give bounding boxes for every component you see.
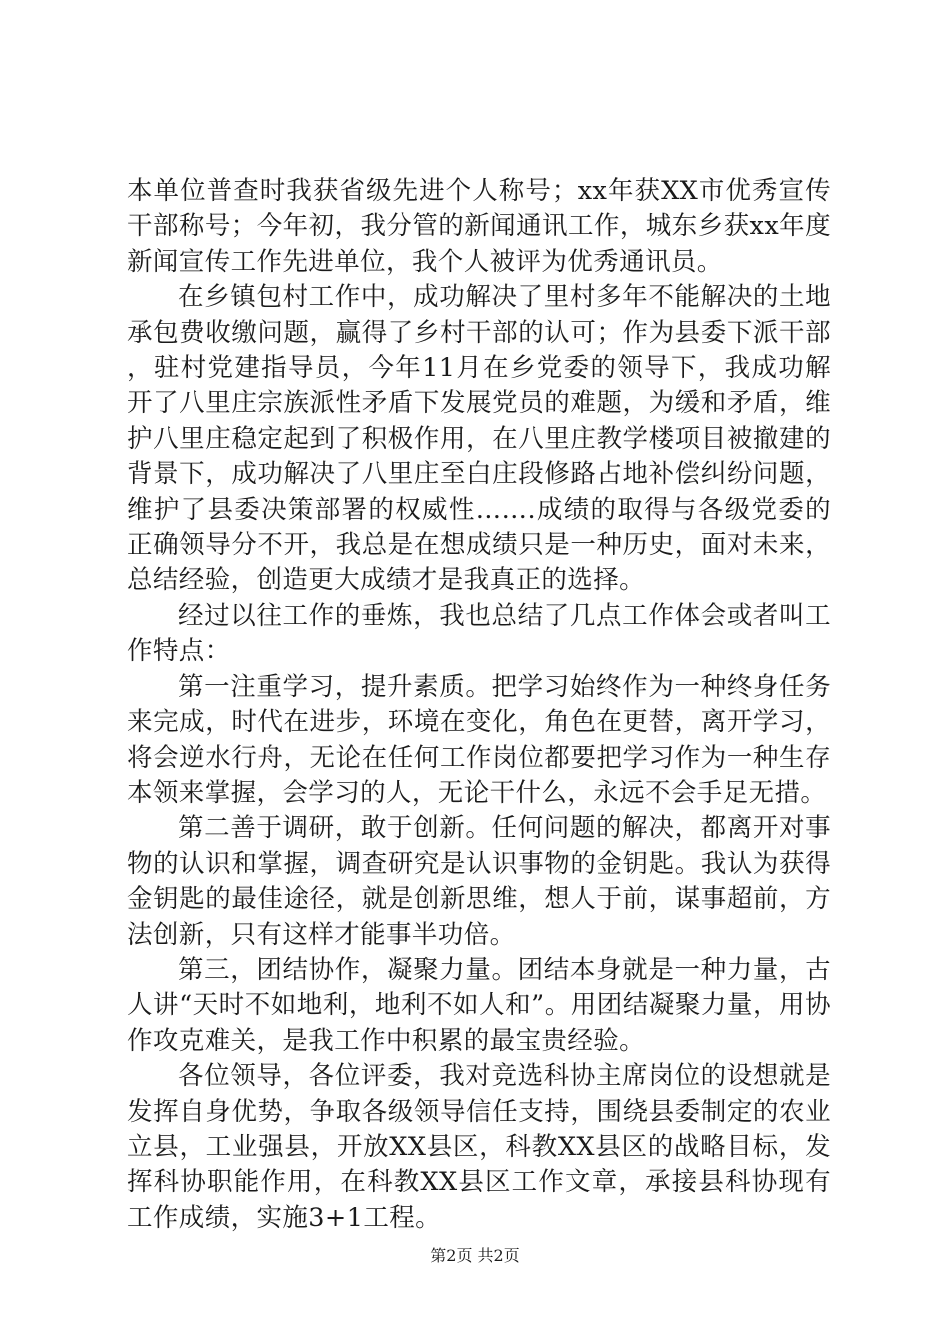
paragraph-point-one: 第一注重学习，提升素质。把学习始终作为一种终身任务来完成，时代在进步，环境在变化，角色在更替，离开学习，将会逆水行舟，无论在任何工作岗位都要把学习作为一种生存本领来掌握，会学习的人，无论干什么，永远不会手足无措。 <box>127 671 831 808</box>
paragraph-village-work: 在乡镇包村工作中，成功解决了里村多年不能解决的土地承包费收缴问题，赢得了乡村干部的认可；作为县委下派干部，驻村党建指导员，今年11月在乡党委的领导下，我成功解开了八里庄宗族派性矛盾下发展党员的难题，为缓和矛盾，维护八里庄稳定起到了积极作用，在八里庄教学楼项目被撤建的背景下，成功解决了八里庄至白庄段修路占地补偿纠纷问题，维护了县委决策部署的权威性…….成绩的取得与各级党委的正确领导分不开，我总是在想成绩只是一种历史，面对未来，总结经验，创造更大成绩才是我真正的选择。 <box>127 282 831 596</box>
page-number-label: 第2页 共2页 <box>430 1246 520 1265</box>
page-footer <box>0 1243 950 1266</box>
paragraph-work-summary-intro: 经过以往工作的垂炼，我也总结了几点工作体会或者叫工作特点： <box>127 600 831 667</box>
document-body <box>127 174 831 1236</box>
paragraph-point-three: 第三，团结协作，凝聚力量。团结本身就是一种力量，古人讲“天时不如地利，地利不如人和”。用团结凝聚力量，用协作攻克难关，是我工作中积累的最宝贵经验。 <box>127 954 831 1056</box>
paragraph-closing: 各位领导，各位评委，我对竞选科协主席岗位的设想就是发挥自身优势，争取各级领导信任支持，围绕县委制定的农业立县，工业强县，开放XX县区，科教XX县区的战略目标，发挥科协职能作用，在科教XX县区工作文章，承接县科协现有工作成绩，实施3+1工程。 <box>127 1061 831 1233</box>
paragraph-point-two: 第二善于调研，敢于创新。任何问题的解决，都离开对事物的认识和掌握，调查研究是认识事物的金钥匙。我认为获得金钥匙的最佳途径，就是创新思维，想人于前，谋事超前，方法创新，只有这样才能事半功倍。 <box>127 813 831 950</box>
paragraph-continuation: 本单位普查时我获省级先进个人称号；xx年获XX市优秀宣传干部称号；今年初，我分管的新闻通讯工作，城东乡获xx年度新闻宣传工作先进单位，我个人被评为优秀通讯员。 <box>127 176 831 277</box>
